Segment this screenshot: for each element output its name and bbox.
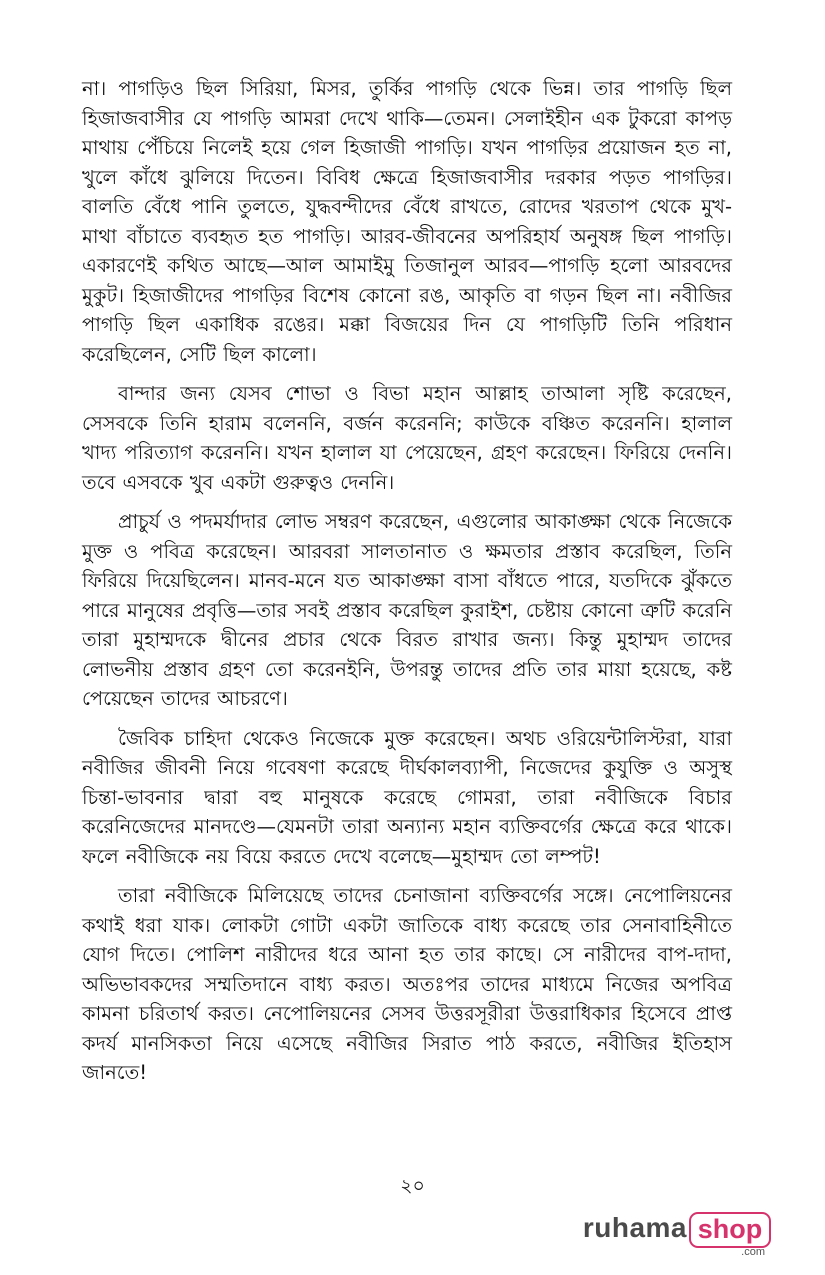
logo-brand-text: ruhama — [582, 1212, 687, 1243]
paragraph-3: প্রাচুর্য ও পদমর্যাদার লোভ সম্বরণ করেছেন, এগুলোর আকাঙ্ক্ষা থেকে নিজেকে মুক্ত ও পবিত্র করেছেন। আরবরা সালতানাত ও ক্ষমতার প্রস্তাব করেছিল, তিনি ফিরিয়ে দিয়েছিলেন। মানব-মনে যত আকাঙ্ক্ষা বাসা বাঁধতে পারে, যতদিকে ঝুঁকতে পারে মানুষের প্রবৃত্তি—তার সবই প্রস্তাব করেছিল কুরাইশ, চেষ্টায় কোনো ত্রুটি করেনি তারা মুহাম্মদকে দ্বীনের প্রচার থেকে বিরত রাখার জন্য। কিন্তু মুহাম্মদ তাদের লোভনীয় প্রস্তাব গ্রহণ তো করেনইনি, উপরন্তু তাদের প্রতি তার মায়া হয়েছে, কষ্ট পেয়েছেন তাদের আচরণে। — [82, 510, 732, 710]
page-body — [82, 74, 732, 1098]
logo-domain-text: .com — [741, 1246, 765, 1258]
page-number: ২০ — [400, 1175, 425, 1197]
logo-shop-badge: shop — [689, 1212, 771, 1248]
ruhamashop-watermark-logo — [571, 1210, 771, 1260]
paragraph-4: জৈবিক চাহিদা থেকেও নিজেকে মুক্ত করেছেন। অথচ ওরিয়েন্টালিস্টরা, যারা নবীজির জীবনী নিয়ে গবেষণা করেছে দীর্ঘকালব্যাপী, নিজেদের কুযুক্তি ও অসুস্থ চিন্তা-ভাবনার দ্বারা বহু মানুষকে করেছে গোমরা, তারা নবীজিকে বিচার করেনিজেদের মানদণ্ডে—যেমনটা তারা অন্যান্য মহান ব্যক্তিবর্গের ক্ষেত্রে করে থাকে। ফলে নবীজিকে নয় বিয়ে করতে দেখে বলেছে—মুহাম্মদ তো লম্পট! — [82, 726, 732, 868]
paragraph-1: না। পাগড়িও ছিল সিরিয়া, মিসর, তুর্কির পাগড়ি থেকে ভিন্ন। তার পাগড়ি ছিল হিজাজবাসীর যে পাগড়ি আমরা দেখে থাকি—তেমন। সেলাইহীন এক টুকরো কাপড় মাথায় পেঁচিয়ে নিলেই হয়ে গেল হিজাজী পাগড়ি। যখন পাগড়ির প্রয়োজন হত না, খুলে কাঁধে ঝুলিয়ে দিতেন। বিবিধ ক্ষেত্রে হিজাজবাসীর দরকার পড়ত পাগড়ির। বালতি বেঁধে পানি তুলতে, যুদ্ধবন্দীদের বেঁধে রাখতে, রোদের খরতাপ থেকে মুখ-মাথা বাঁচাতে ব্যবহৃত হত পাগড়ি। আরব-জীবনের অপরিহার্য অনুষঙ্গ ছিল পাগড়ি। একারণেই কথিত আছে—আল আমাইমু তিজানুল আরব—পাগড়ি হলো আরবদের মুকুট। হিজাজীদের পাগড়ির বিশেষ কোনো রঙ, আকৃতি বা গড়ন ছিল না। নবীজির পাগড়ি ছিল একাধিক রঙের। মক্কা বিজয়ের দিন যে পাগড়িটি তিনি পরিধান করেছিলেন, সেটি ছিল কালো। — [82, 77, 732, 366]
paragraph-2: বান্দার জন্য যেসব শোভা ও বিভা মহান আল্লাহ তাআলা সৃষ্টি করেছেন, সেসবকে তিনি হারাম বলেননি, বর্জন করেননি; কাউকে বঞ্চিত করেননি। হালাল খাদ্য পরিত্যাগ করেননি। যখন হালাল যা পেয়েছেন, গ্রহণ করেছেন। ফিরিয়ে দেননি। তবে এসবকে খুব একটা গুরুত্বও দেননি। — [82, 382, 732, 494]
paragraph-5: তারা নবীজিকে মিলিয়েছে তাদের চেনাজানা ব্যক্তিবর্গের সঙ্গে। নেপোলিয়নের কথাই ধরা যাক। লোকটা গোটা একটা জাতিকে বাধ্য করেছে তার সেনাবাহিনীতে যোগ দিতে। পোলিশ নারীদের ধরে আনা হত তার কাছে। সে নারীদের বাপ-দাদা, অভিভাবকদের সম্মতিদানে বাধ্য করত। অতঃপর তাদের মাধ্যমে নিজের অপবিত্র কামনা চরিতার্থ করত। নেপোলিয়নের সেসব উত্তরসূরীরা উত্তরাধিকার হিসেবে প্রাপ্ত কদর্য মানসিকতা নিয়ে এসেছে নবীজির সিরাত পাঠ করতে, নবীজির ইতিহাস জানতে! — [82, 884, 732, 1084]
